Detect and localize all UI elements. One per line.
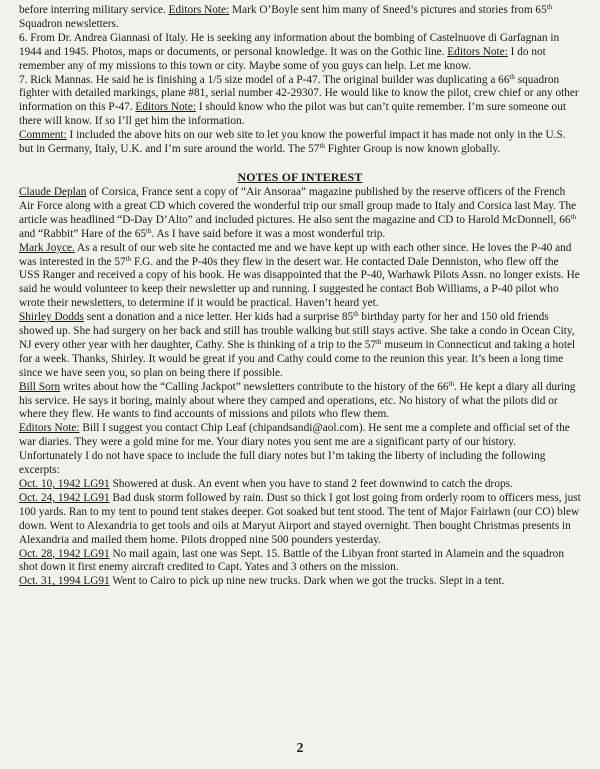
section-heading: NOTES OF INTEREST — [237, 169, 363, 184]
ordinal-suffix: th — [570, 212, 576, 221]
intro-text-3: from 65 — [510, 4, 547, 16]
item-7-note-text: I should know who the pilot was but can’t quite remember. I’m sure someone out there will know. If so I’ll get him the information. — [19, 101, 566, 128]
sorn-paragraph — [19, 381, 581, 423]
comment-label: Comment: — [19, 129, 67, 142]
item-7-paragraph — [19, 74, 581, 130]
diary-entry — [19, 492, 581, 548]
sorn-text-1: writes about how the “Calling Jackpot” newsletters contribute to the history of the 66 — [62, 380, 449, 393]
deplan-text-1: of Corsica, France sent a copy of “Air Ansoraa” magazine published by the reserve officers of the French Air Force along with a great CD which covered the wonderful trip our small group made to Italy and Corsica last May. The article was headlined “D-Day D’Alto” and included pictures. He also sent the magazine and CD to Harold McDonnell, 66 — [19, 185, 577, 226]
comment-text-1: I included the above hits on our web site to let you know the powerful impact it has made not only in the U.S. but in Germany, Italy, U.K. and I’m sure around the world. The 57 — [19, 129, 566, 156]
diary-entry — [19, 575, 581, 589]
deplan-name: Claude Deplan — [19, 185, 87, 198]
ordinal-suffix: th — [319, 142, 325, 151]
ordinal-suffix: th — [546, 3, 553, 11]
intro-text-4: Squadron newsletters. — [19, 17, 119, 30]
intro-text-1: before interring military service. — [19, 4, 166, 16]
ordinal-suffix: th — [448, 379, 454, 388]
ordinal-suffix: th — [125, 254, 132, 263]
dodds-text-1: sent a donation and a nice letter. Her kids had a surprise 85 — [86, 311, 354, 324]
ordinal-suffix: th — [376, 337, 382, 346]
diary-entry — [19, 478, 581, 492]
diary-date: Oct. 24, 1942 LG91 — [19, 491, 110, 504]
dodds-text-2: birthday party for her and 150 old friends showed up. She had surgery on her back and still has trouble walking but still stays active. She take a condo in Ocean City, NJ every other year with her daughter, Cathy. She is thinking of a trip to the 57 — [19, 311, 575, 351]
editor-note-text: Bill I suggest you contact Chip Leaf (chipandsandi@aol.com). He sent me a complete and official set of the war diaries. They were a gold mine for me. Your diary notes you sent me are a significant party of our history. Unfortunately I do not have space to include the full diary notes but I’m taking the liberty of including the following excerpts: — [19, 422, 570, 477]
diary-date: Oct. 31, 1994 LG91 — [19, 575, 110, 588]
joyce-name: Mark Joyce. — [19, 241, 75, 254]
editors-note-label: Editors Note: — [19, 422, 80, 435]
item-7-text-2: squadron fighter with detailed markings, plane #81, serial number 42-29307. He would like to know the pilot, crew chief or any other information on this P-47. — [19, 73, 579, 114]
joyce-text-1: As a result of our web site he contacted me and we have kept up with each other since. He loves the P-40 and was interested in the 57 — [19, 241, 572, 268]
diary-text: Bad dusk storm followed by rain. Dust so thick I got lost going from orderly room to officers mess, just 100 yards. Ran to my tent to pound tent stakes deeper. Got soaked but tent stood. The tent of Major Fairlawn (our CO) blew down. Went to Alexandria to get tools and oils at Maryut Airport and stayed overnight. Then bought Christmas presents in Alexandria and mailed them home. Pilots dropped nine 500 pounders yesterday. — [19, 491, 581, 546]
diary-entry — [19, 548, 581, 576]
comment-paragraph — [19, 129, 581, 157]
joyce-paragraph — [19, 242, 581, 312]
ordinal-suffix: th — [509, 72, 515, 81]
ordinal-suffix: th — [353, 310, 359, 319]
diary-text: Went to Cairo to pick up nine new trucks. Dark when we got the trucks. Slept in a tent. — [112, 575, 505, 588]
item-7-text-1: 7. Rick Mannas. He said he is finishing a 1/5 size model of a P-47. The original builder was duplicating a 66 — [19, 73, 510, 86]
editors-note-label: Editors Note: — [168, 4, 230, 16]
item-6-paragraph — [19, 32, 581, 74]
diary-date: Oct. 28, 1942 LG91 — [19, 547, 110, 560]
deplan-text-3: . As I have said before it was a most wonderful trip. — [151, 227, 386, 240]
dodds-text-3: museum in Connecticut and taking a hotel for a week. Thanks, Shirley. It would be great if you and Cathy could come to the reunion this year. It’s been a long time since we have seen you, so plan on being there if possible. — [19, 338, 576, 379]
diary-excerpts — [19, 478, 581, 589]
comment-text-2: Fighter Group is now known globally. — [327, 143, 501, 156]
joyce-text-2: F.G. and the P-40s they flew in the desert war. He contacted Dale Denniston, who flew off the USS Ranger and received a copy of his book. He was disappointed that the P-40, Warhawk Pilots Assn. no longer exists. He said he would volunteer to keep their newsletter up and running. I suggested he contact Bob Williams, a P-40 pilot who wrote their newsletters, to determine if it would be practical. Haven’t heard yet. — [19, 255, 580, 310]
diary-date: Oct. 10, 1942 LG91 — [19, 478, 110, 490]
diary-text: Showered at dusk. An event when you have to stand 2 feet downwind to catch the drops. — [112, 478, 513, 490]
sorn-name: Bill Sorn — [19, 380, 61, 393]
editors-note-label: Editors Note: — [135, 101, 196, 114]
dodds-paragraph — [19, 311, 581, 381]
item-6-text: 6. From Dr. Andrea Giannasi of Italy. He is seeking any information about the bombing of Castelnuove di Garfagnan in 1944 and 1945. Photos, maps or documents, or personal knowledge. It was on the Gothic line. — [19, 31, 560, 58]
dodds-name: Shirley Dodds — [19, 311, 84, 324]
page-number: 2 — [296, 741, 304, 756]
intro-paragraph — [19, 4, 581, 32]
deplan-paragraph — [19, 186, 581, 242]
intro-text-2: Mark O’Boyle sent him many of Sneed’s pictures and stories — [232, 4, 508, 16]
deplan-text-2: and “Rabbit” Hare of the 65 — [19, 227, 147, 240]
ordinal-suffix: th — [146, 226, 152, 235]
editors-note-label: Editors Note: — [447, 45, 508, 58]
item-6-note-text: I do not remember any of my missions to this town or city. Maybe some of you guys can help. Let me know. — [19, 45, 546, 72]
editor-note-paragraph — [19, 422, 581, 478]
sorn-text-2: . He kept a diary all during his service. He says it boring, mainly about where they camped and operations, etc. No history of what the pilots did or where they flew. He wants to find accounts of missions and pilots who flew them. — [19, 380, 576, 421]
diary-text: No mail again, last one was Sept. 15. Battle of the Libyan front started in Alamein and the squadron shot down it first enemy aircraft credited to Capt. Yates and 3 others on the mission. — [19, 547, 564, 574]
